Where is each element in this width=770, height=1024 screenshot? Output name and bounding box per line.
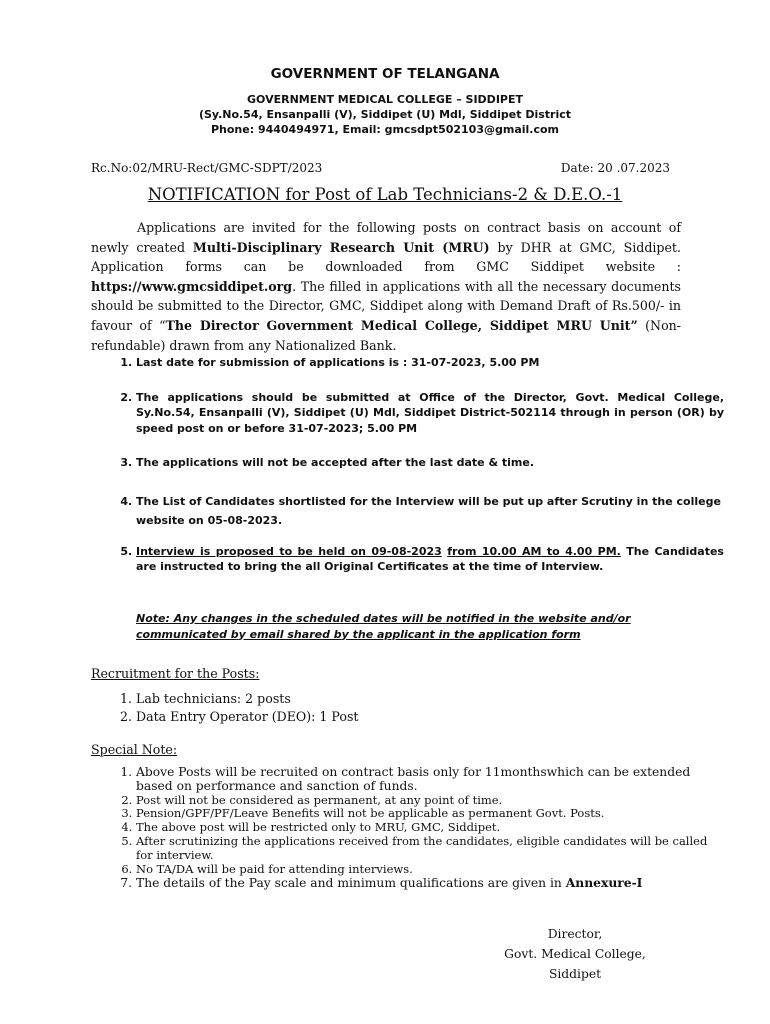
list-item: 5. Interview is proposed to be held on 09-08-2023 from 10.00 AM to 4.00 PM. The Candidates are instructed to bring the all Original Certificates at the time of Interview.	[136, 544, 724, 575]
list-item: 4. The above post will be restricted only to MRU, GMC, Siddipet.	[136, 821, 720, 835]
intro-paragraph	[91, 218, 681, 355]
intro-bold-mru: Multi-Disciplinary Research Unit (MRU)	[192, 239, 490, 255]
list-item: 2. Data Entry Operator (DEO): 1 Post	[136, 708, 359, 726]
special-note-heading: Special Note:	[91, 742, 178, 757]
list-item: 3. Pension/GPF/PF/Leave Benefits will not be applicable as permanent Govt. Posts.	[136, 807, 720, 821]
college-contact: Phone: 9440494971, Email: gmcsdpt502103@gmail.com	[210, 123, 560, 136]
intro-text-1: Applications are invited for the following posts on contract basis on account of newly created	[91, 220, 681, 255]
intro-text-4: (Non-refundable) drawn from any Nationalized Bank.	[91, 317, 682, 353]
college-heading: GOVERNMENT MEDICAL COLLEGE – SIDDIPET	[246, 93, 523, 106]
signatory-place: Siddipet	[548, 967, 602, 981]
list-item: 1. Above Posts will be recruited on contract basis only for 11monthswhich can be extended based on performance and sanction of funds.	[136, 766, 720, 794]
list-item: 7. The details of the Pay scale and minimum qualifications are given in Annexure-I	[136, 876, 720, 891]
list-item: 3. The applications will not be accepted after the last date & time.	[136, 455, 724, 471]
reference-number: Rc.No:02/MRU-Rect/GMC-SDPT/2023	[91, 161, 323, 175]
list-item: 4. The List of Candidates shortlisted for the Interview will be put up after Scrutiny in the college website on 05-08-2023.	[136, 492, 724, 531]
signatory-title: Director,	[547, 927, 603, 941]
special-note-list	[91, 766, 720, 891]
notification-date: Date: 20 .07.2023	[560, 161, 670, 175]
intro-bold-payee: The Director Government Medical College, Siddipet MRU Unit”	[165, 317, 638, 333]
signatory-office: Govt. Medical College,	[504, 947, 646, 961]
list-item: 5. After scrutinizing the applications received from the candidates, eligible candidates will be called for interview.	[136, 835, 720, 863]
schedule-change-note: Note: Any changes in the scheduled dates will be notified in the website and/or communicated by email shared by the applicant in the application form	[136, 612, 631, 641]
list-item: 1. Last date for submission of applications is : 31-07-2023, 5.00 PM	[136, 355, 724, 371]
list-item: 2. Post will not be considered as permanent, at any point of time.	[136, 794, 720, 808]
website-link: https://www.gmcsiddipet.org	[91, 278, 293, 294]
government-heading: GOVERNMENT OF TELANGANA	[270, 66, 500, 82]
list-item: 6. No TA/DA will be paid for attending interviews.	[136, 863, 720, 877]
list-item: 1. Lab technicians: 2 posts	[136, 690, 359, 708]
intro-text-2: by DHR at GMC, Siddipet. Application forms can be downloaded from GMC Siddipet website :	[91, 239, 681, 275]
page-title: NOTIFICATION for Post of Lab Technicians-2 & D.E.O.-1	[147, 185, 623, 204]
intro-text-3: . The filled in applications with all the necessary documents should be submitted to the Director, GMC, Siddipet along with Demand Draft of Rs.500/- in favour of “	[91, 278, 681, 333]
annexure-reference: Annexure-I	[565, 875, 643, 891]
posts-list	[91, 690, 359, 726]
recruitment-heading: Recruitment for the Posts:	[91, 666, 260, 681]
instructions-list	[91, 355, 724, 575]
college-address: (Sy.No.54, Ensanpalli (V), Siddipet (U) Mdl, Siddipet District	[198, 108, 572, 121]
signature-block	[490, 924, 660, 984]
list-item: 2. The applications should be submitted at Office of the Director, Govt. Medical College, Sy.No.54, Ensanpalli (V), Siddipet (U) Mdl, Siddipet District-502114 through in person (OR) by speed post on or before 31-07-2023; 5.00 PM	[136, 390, 724, 437]
